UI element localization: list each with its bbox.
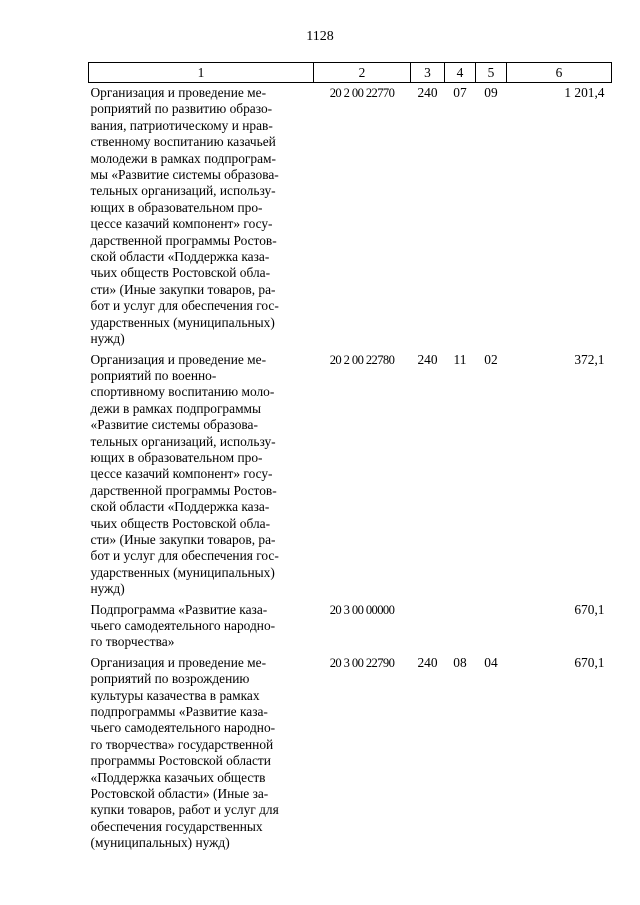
- row-section: 07: [453, 85, 467, 100]
- row-section: 11: [453, 351, 467, 367]
- row-expense-type: 240: [417, 85, 438, 100]
- table-row: [89, 600, 612, 653]
- row-name: Организация и проведение ме- роприятий по военно- спортивному воспитанию моло- дежи в рамках подпрограммы «Развитие системы образова- тельных организаций, использу- ющих в образовательном про- цессе казачий компонент» госу- дарственной программы Ростов- ской области «Поддержка каза- чьих обществ Ростовской обла- сти» (Иные закупки товаров, ра- бот и услуг для обеспечения гос- ударственных (муниципальных) нужд): [90, 351, 279, 597]
- row-amount: 670,1: [574, 654, 605, 670]
- column-header-6: 6: [507, 63, 612, 83]
- column-header-1: 1: [89, 63, 314, 83]
- row-expense-type: [411, 600, 445, 653]
- row-amount: 670,1: [574, 601, 605, 617]
- table-row: [89, 83, 612, 350]
- budget-table: [88, 62, 612, 854]
- table-row: [89, 653, 612, 854]
- row-subsection: 02: [484, 351, 498, 367]
- row-section: [445, 600, 476, 653]
- row-target-article-code: 20 2 00 22770: [329, 86, 395, 100]
- row-target-article-code: 20 3 00 22790: [329, 655, 395, 670]
- column-header-3: 3: [411, 63, 445, 83]
- row-subsection: 09: [484, 85, 498, 100]
- row-section: 08: [453, 654, 467, 670]
- column-header-4: 4: [445, 63, 476, 83]
- page-number: 1128: [306, 29, 334, 44]
- row-amount: 372,1: [574, 351, 605, 367]
- row-subsection: 04: [484, 654, 498, 670]
- column-header-5: 5: [476, 63, 507, 83]
- row-expense-type: 240: [417, 351, 438, 367]
- row-subsection: [476, 600, 507, 653]
- row-name: Подпрограмма «Развитие каза- чьего самодеятельного народно- го творчества»: [90, 601, 276, 650]
- column-header-2: 2: [314, 63, 411, 83]
- row-target-article-code: 20 2 00 22780: [329, 352, 395, 367]
- row-expense-type: 240: [417, 654, 438, 670]
- row-name: Организация и проведение ме- роприятий по развитию образо- вания, патриотическому и нрав- ственному воспитанию казачьей молодежи в рамках подпрограм- мы «Развитие системы образова- тельных организаций, использу- ющих в образовательном про- цессе казачий компонент» госу- дарственной программы Ростов- ской области «Поддержка каза- чьих обществ Ростовской обла- сти» (Иные закупки товаров, ра- бот и услуг для обеспечения гос- ударственных (муниципальных) нужд): [90, 85, 279, 347]
- row-amount: 1 201,4: [564, 85, 605, 100]
- table-header-row: [89, 63, 612, 83]
- row-target-article-code: 20 3 00 00000: [329, 602, 395, 617]
- table-row: [89, 350, 612, 600]
- row-name: Организация и проведение ме- роприятий по возрождению культуры казачества в рамках подпрограммы «Развитие каза- чьего самодеятельного народно- го творчества» государственной программы Ростовской области «Поддержка казачьих обществ Ростовской области» (Иные за- купки товаров, работ и услуг для обеспечения государственных (муниципальных) нужд): [90, 654, 279, 851]
